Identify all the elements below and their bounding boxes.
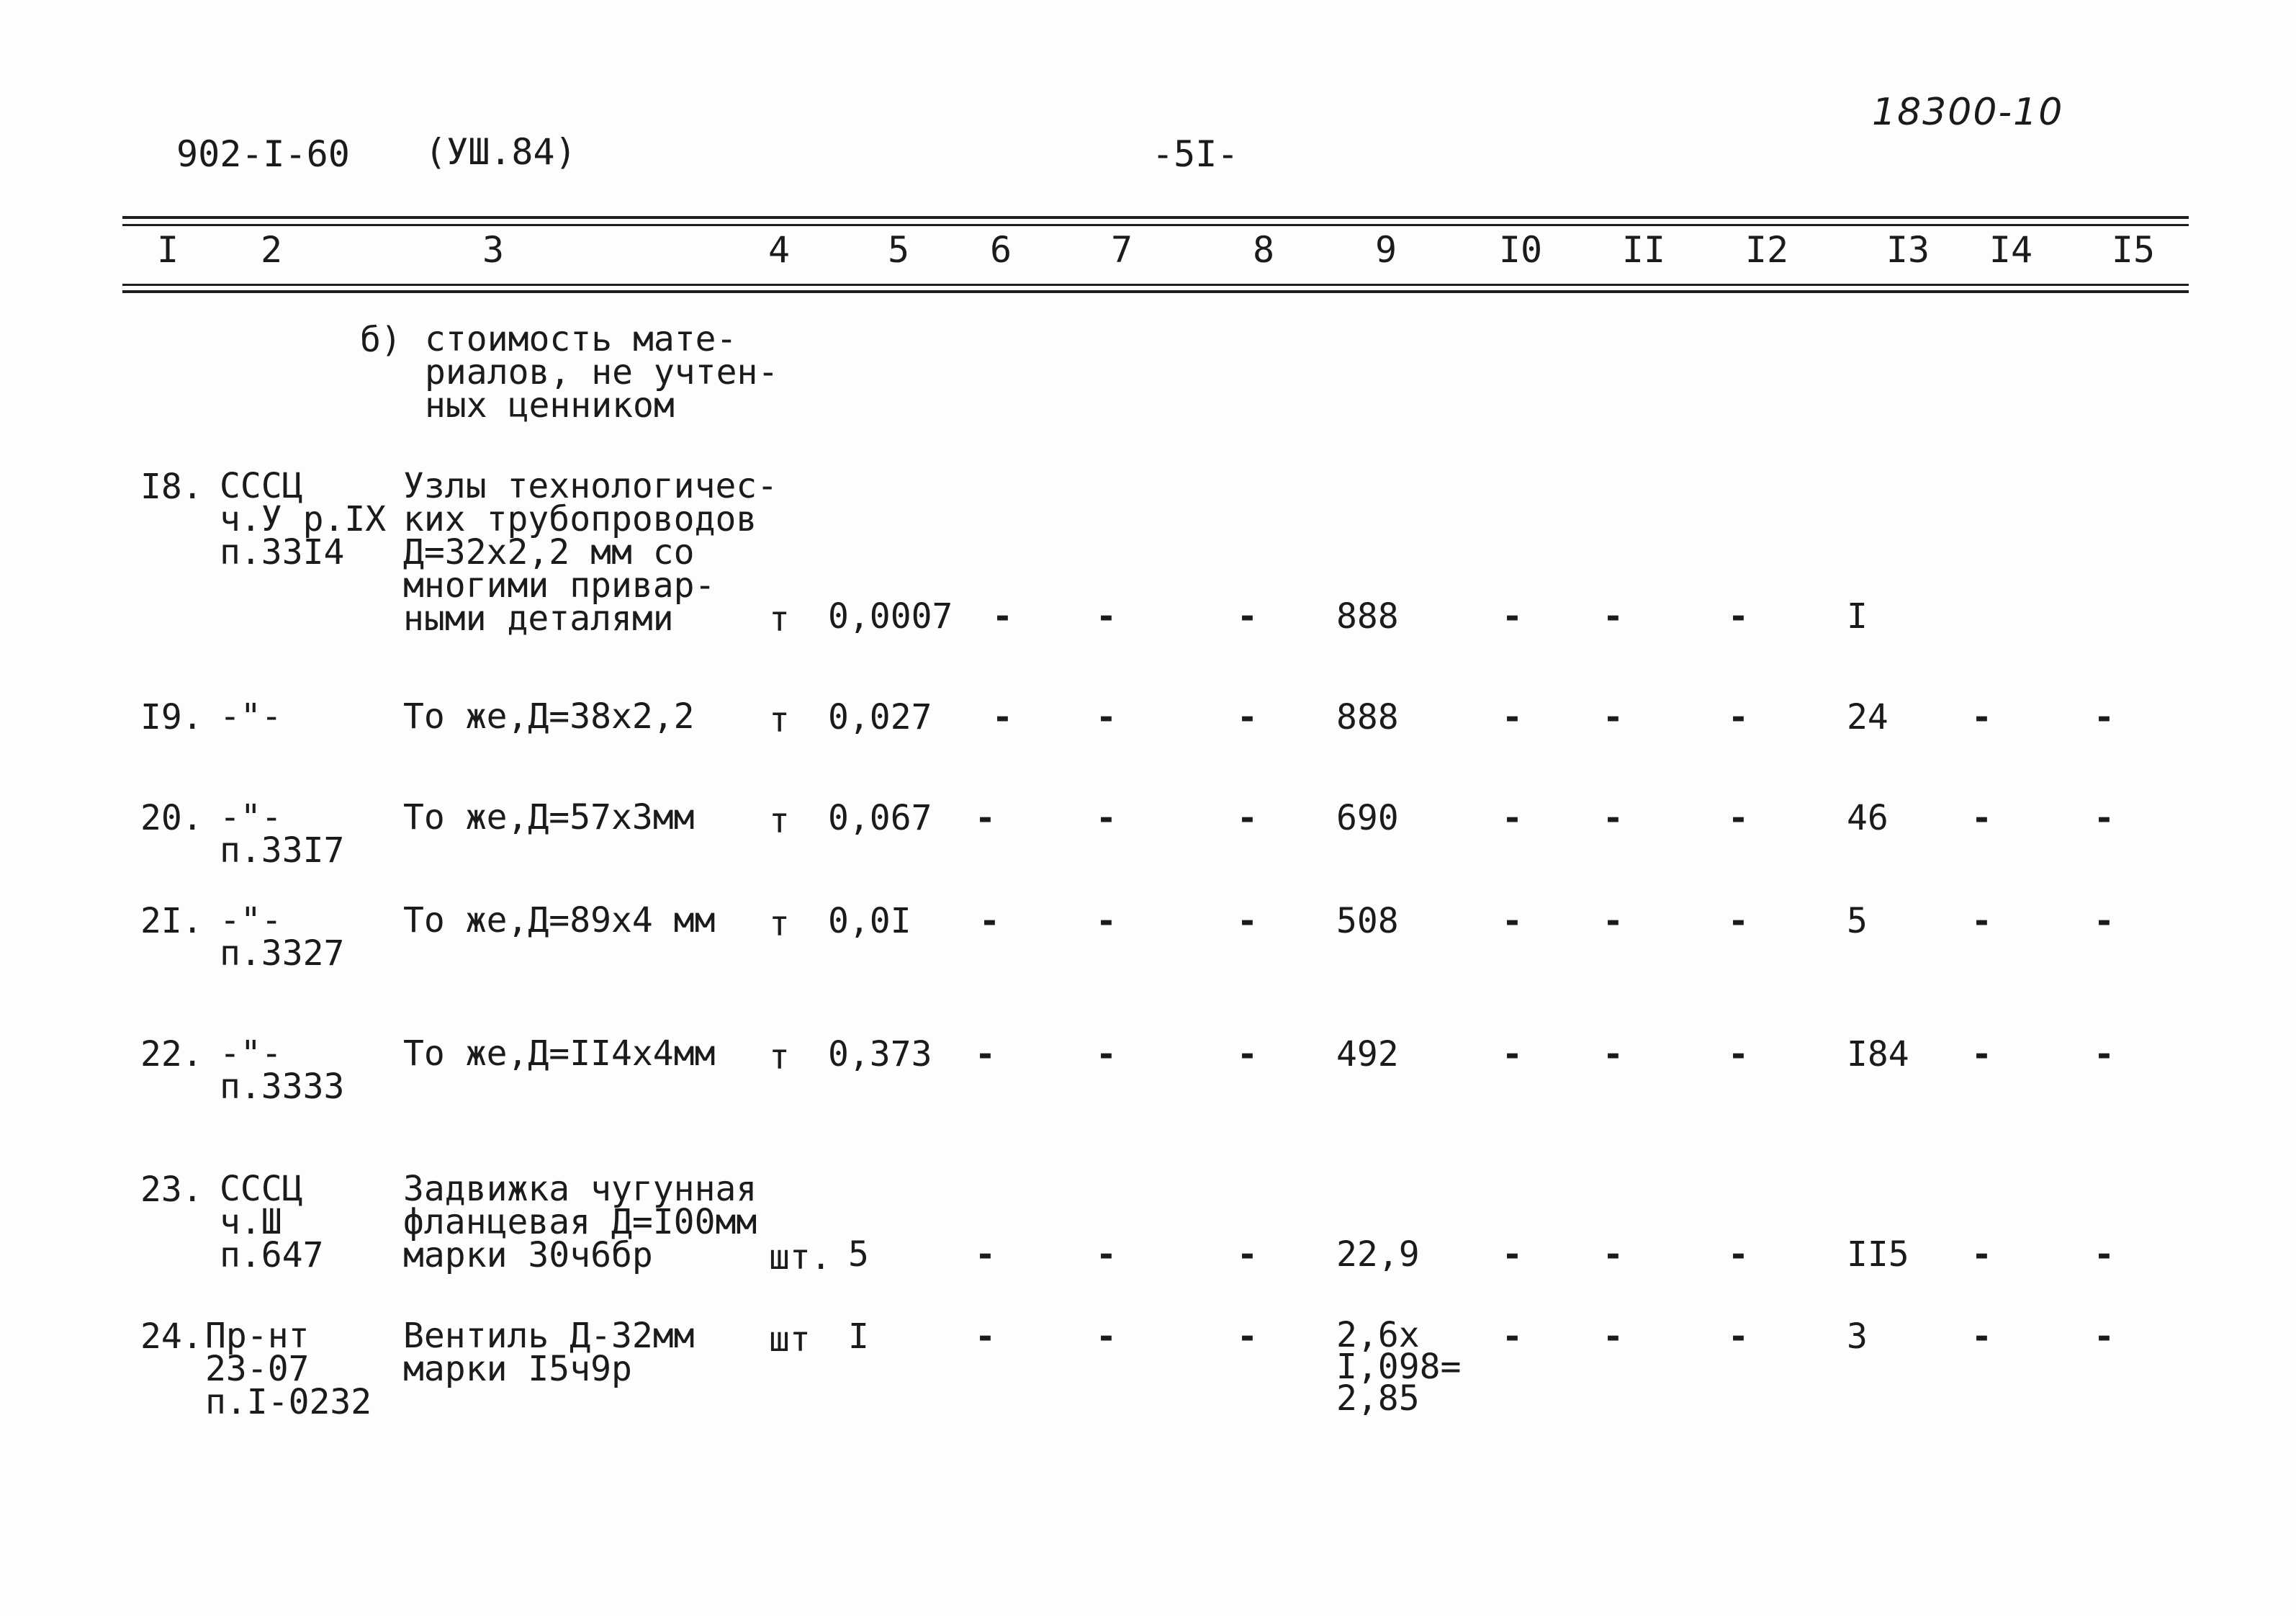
row-quantity: 0,0007: [828, 596, 953, 637]
column-number-12: I2: [1744, 229, 1789, 271]
row-col7: -: [1096, 1234, 1117, 1275]
row-col12: -: [1728, 1234, 1749, 1275]
row-col10: -: [1502, 596, 1523, 637]
row-col6: -: [992, 596, 1013, 637]
row-col14: -: [1971, 1234, 1992, 1275]
row-unit: шт: [769, 1319, 811, 1360]
row-col13: 5: [1847, 901, 1868, 941]
row-col8: -: [1237, 697, 1258, 737]
row-col13: 24: [1847, 697, 1888, 737]
section-heading-text: стоимость мате- риалов, не учтен- ных ценником: [425, 319, 779, 426]
row-col12: -: [1728, 697, 1749, 737]
row-col8: -: [1237, 798, 1258, 838]
column-number-13: I3: [1886, 229, 1930, 271]
row-col7: -: [1096, 1034, 1117, 1074]
row-col10: -: [1502, 1234, 1523, 1275]
row-col7: -: [1096, 1316, 1117, 1357]
row-col13: 3: [1847, 1316, 1868, 1357]
row-reference: -"-: [220, 696, 282, 737]
column-number-4: 4: [767, 229, 791, 271]
column-number-5: 5: [887, 229, 910, 271]
row-name: То же,Д=57х3мм: [403, 797, 695, 838]
row-col6: -: [975, 1234, 996, 1275]
row-col14: -: [1971, 1316, 1992, 1357]
row-price: 690: [1336, 798, 1399, 838]
header-bottom-rule-1: [122, 284, 2189, 286]
row-quantity: I: [848, 1316, 869, 1357]
row-col8: -: [1237, 1316, 1258, 1357]
row-number: 24.: [140, 1316, 203, 1357]
row-reference: -"- п.33I7: [220, 797, 345, 871]
row-col11: -: [1603, 1316, 1624, 1357]
column-number-8: 8: [1252, 229, 1275, 271]
row-col7: -: [1096, 596, 1117, 637]
row-quantity: 0,067: [828, 798, 932, 838]
archive-number: 18300-10: [1872, 91, 2064, 134]
row-col10: -: [1502, 1034, 1523, 1074]
row-reference: СССЦ ч.У р.IX п.33I4: [220, 466, 387, 573]
column-number-2: 2: [260, 229, 283, 271]
row-col11: -: [1603, 1034, 1624, 1074]
row-price: 2,6х I,098= 2,85: [1336, 1315, 1462, 1419]
row-col10: -: [1502, 901, 1523, 941]
row-col10: -: [1502, 1316, 1523, 1357]
row-unit: т: [769, 904, 790, 944]
row-col7: -: [1096, 697, 1117, 737]
row-name: То же,Д=II4х4мм: [403, 1033, 716, 1074]
row-col15: -: [2094, 1234, 2115, 1275]
row-col12: -: [1728, 1316, 1749, 1357]
row-col11: -: [1603, 798, 1624, 838]
column-number-3: 3: [482, 229, 505, 271]
row-number: 23.: [140, 1170, 203, 1210]
row-col15: -: [2094, 697, 2115, 737]
row-col6: -: [992, 697, 1013, 737]
row-col10: -: [1502, 697, 1523, 737]
row-col8: -: [1237, 1234, 1258, 1275]
row-col8: -: [1237, 1034, 1258, 1074]
column-number-1: I: [156, 229, 179, 271]
row-col11: -: [1603, 697, 1624, 737]
column-number-7: 7: [1110, 229, 1133, 271]
row-col12: -: [1728, 596, 1749, 637]
row-col7: -: [1096, 798, 1117, 838]
row-col13: 46: [1847, 798, 1888, 838]
row-number: 2I.: [140, 901, 203, 941]
row-col13: I84: [1847, 1034, 1909, 1074]
column-number-9: 9: [1374, 229, 1397, 271]
row-col14: -: [1971, 697, 1992, 737]
section-heading-prefix: б): [360, 320, 402, 360]
row-col15: -: [2094, 798, 2115, 838]
column-number-6: 6: [989, 229, 1012, 271]
row-number: I9.: [140, 697, 203, 737]
header-bottom-rule-2: [122, 290, 2189, 293]
row-number: 22.: [140, 1034, 203, 1074]
row-col15: -: [2094, 1034, 2115, 1074]
row-col10: -: [1502, 798, 1523, 838]
row-col15: -: [2094, 1316, 2115, 1357]
row-quantity: 0,373: [828, 1034, 932, 1074]
row-col11: -: [1603, 901, 1624, 941]
row-price: 22,9: [1336, 1234, 1420, 1275]
row-name: То же,Д=38х2,2: [403, 696, 695, 737]
row-col14: -: [1971, 1034, 1992, 1074]
column-number-10: I0: [1498, 229, 1543, 271]
row-col15: -: [2094, 901, 2115, 941]
row-name: То же,Д=89х4 мм: [403, 900, 716, 941]
row-price: 492: [1336, 1034, 1399, 1074]
column-number-14: I4: [1989, 229, 2033, 271]
row-col12: -: [1728, 798, 1749, 838]
row-reference: -"- п.3327: [220, 900, 345, 974]
row-unit: т: [769, 700, 790, 740]
row-col13: I: [1847, 596, 1868, 637]
row-reference: СССЦ ч.Ш п.647: [220, 1169, 324, 1275]
row-unit: т: [769, 599, 790, 639]
row-quantity: 0,0I: [828, 901, 911, 941]
row-name: Узлы технологичес- ких трубопроводов Д=32х2,2 мм со многими привар- ными деталями: [403, 466, 778, 639]
row-price: 888: [1336, 697, 1399, 737]
row-col12: -: [1728, 1034, 1749, 1074]
row-number: 20.: [140, 798, 203, 838]
row-name: Вентиль Д-32мм марки I5ч9р: [403, 1316, 695, 1389]
top-rule-1: [122, 216, 2189, 219]
row-col14: -: [1971, 901, 1992, 941]
column-number-11: II: [1621, 229, 1666, 271]
row-col13: II5: [1847, 1234, 1909, 1275]
top-rule-2: [122, 224, 2189, 226]
row-quantity: 0,027: [828, 697, 932, 737]
row-col11: -: [1603, 596, 1624, 637]
page-number: -5I-: [1152, 133, 1239, 175]
row-unit: т: [769, 1037, 790, 1077]
doc-code: 902-I-60: [176, 133, 350, 175]
row-col6: -: [975, 798, 996, 838]
row-col14: -: [1971, 798, 1992, 838]
row-unit: шт.: [769, 1237, 832, 1278]
row-unit: т: [769, 801, 790, 841]
row-price: 508: [1336, 901, 1399, 941]
row-col12: -: [1728, 901, 1749, 941]
row-col6: -: [975, 1034, 996, 1074]
row-col8: -: [1237, 901, 1258, 941]
row-quantity: 5: [848, 1234, 869, 1275]
issue-date: (УШ.84): [425, 131, 577, 173]
row-reference: -"- п.3333: [220, 1033, 345, 1107]
row-col11: -: [1603, 1234, 1624, 1275]
row-number: I8.: [140, 467, 203, 507]
row-price: 888: [1336, 596, 1399, 637]
row-col8: -: [1237, 596, 1258, 637]
row-reference: Пр-нт 23-07 п.I-0232: [205, 1316, 372, 1422]
row-col7: -: [1096, 901, 1117, 941]
column-number-15: I5: [2111, 229, 2156, 271]
row-name: Задвижка чугунная фланцевая Д=I00мм марки 30ч6бр: [403, 1169, 757, 1275]
row-col6: -: [979, 901, 996, 941]
row-col6: -: [975, 1316, 996, 1357]
